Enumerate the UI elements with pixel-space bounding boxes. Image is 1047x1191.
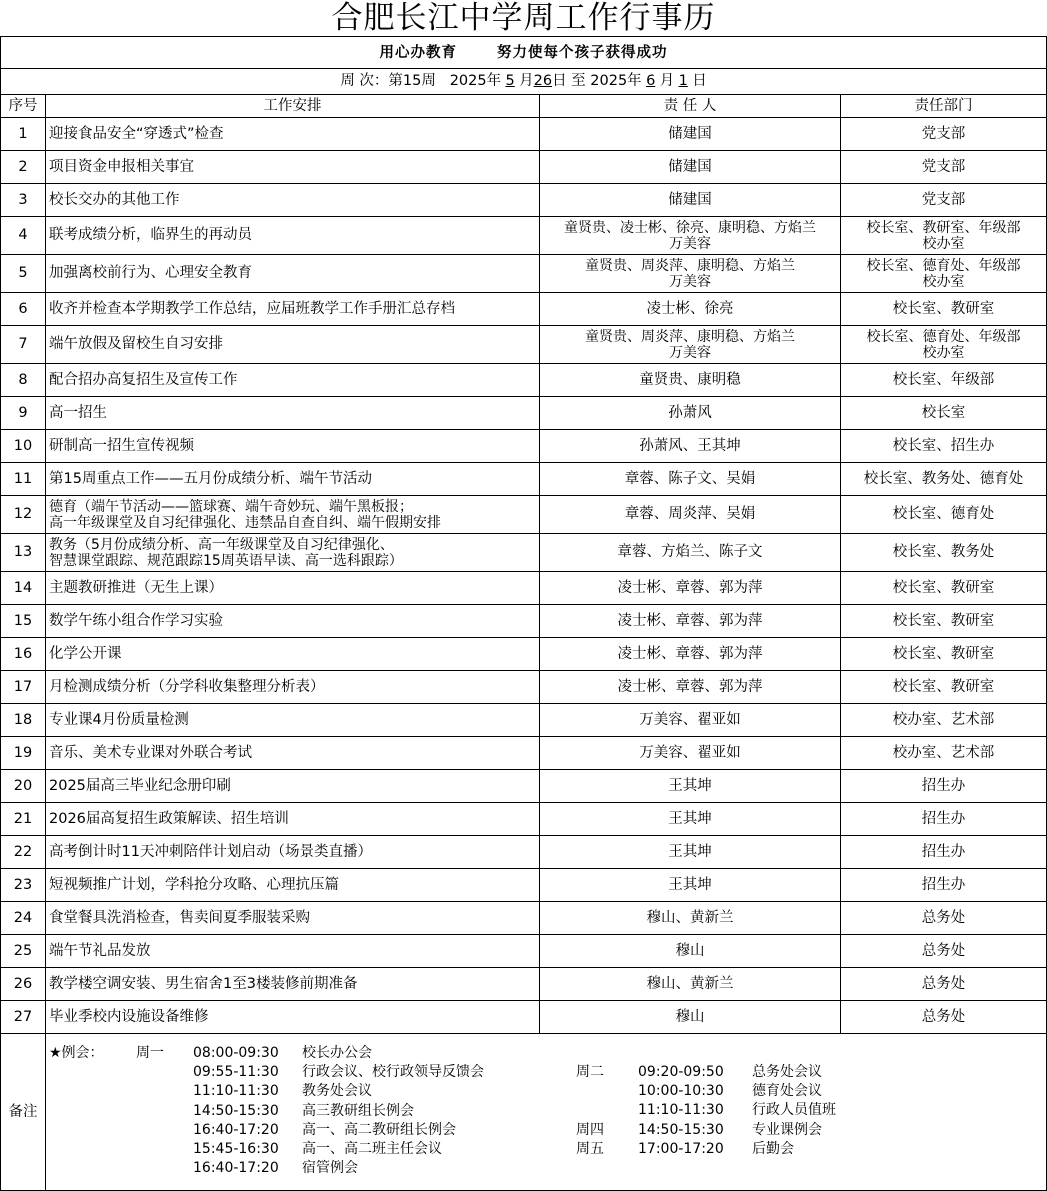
dept-cell	[841, 803, 1047, 836]
dept-cell	[841, 430, 1047, 463]
meeting-item: 德育处会议	[752, 1083, 822, 1100]
task-cell-line: 食堂餐具洗消检查，售卖间夏季服装采购	[49, 909, 310, 926]
table-row	[1, 869, 1047, 902]
person-cell-line: 凌士彬、徐亮	[646, 300, 734, 317]
meeting-time: 17:00-17:20	[638, 1140, 724, 1157]
end-year: 2025年	[590, 73, 642, 89]
task-cell-line: 教务（5月份成绩分析、高一年级课堂及自习纪律强化、	[49, 536, 394, 553]
table-row	[1, 704, 1047, 737]
meeting-day	[576, 1101, 604, 1120]
person-cell	[540, 255, 841, 293]
task-cell-line: 高一年级课堂及自习纪律强化、违禁品自查自纠、端午假期安排	[49, 514, 441, 531]
person-cell	[540, 704, 841, 737]
table-row	[1, 255, 1047, 293]
person-cell-line: 穆山、黄新兰	[646, 909, 734, 926]
person-cell	[540, 496, 841, 534]
person-cell	[540, 803, 841, 836]
dept-cell	[841, 151, 1047, 184]
task-cell-line: 2026届高复招生政策解读、招生培训	[49, 810, 289, 827]
task-cell-line: 配合招办高复招生及宣传工作	[49, 371, 238, 388]
week-range	[1, 69, 1047, 95]
dept-cell	[841, 671, 1047, 704]
person-cell	[540, 770, 841, 803]
row-number: 21	[1, 803, 46, 836]
meeting-day	[576, 1082, 604, 1101]
dept-cell	[841, 935, 1047, 968]
row-number: 16	[1, 638, 46, 671]
dept-cell	[841, 704, 1047, 737]
dept-cell-line: 校长室、教研室	[892, 645, 995, 662]
motto-right: 努力使每个孩子获得成功	[497, 44, 668, 61]
table-row	[1, 902, 1047, 935]
task-cell-line: 项目资金申报相关事宜	[49, 158, 194, 175]
dept-cell	[841, 1001, 1047, 1034]
dept-cell	[841, 364, 1047, 397]
dept-cell-line: 校长室、德育处、年级部	[866, 257, 1021, 274]
table-row	[1, 968, 1047, 1001]
row-number: 25	[1, 935, 46, 968]
dept-cell-line: 校长室、年级部	[892, 371, 995, 388]
meeting-item: 后勤会	[752, 1140, 794, 1157]
task-cell-line: 研制高一招生宣传视频	[49, 437, 194, 454]
task-cell-line: 2025届高三毕业纪念册印刷	[49, 777, 231, 794]
row-number: 17	[1, 671, 46, 704]
task-cell	[46, 770, 540, 803]
person-cell-line: 万美容	[669, 273, 711, 290]
person-cell-line: 储建国	[668, 191, 712, 208]
row-number: 7	[1, 326, 46, 364]
meeting-time: 11:10-11:30	[638, 1102, 724, 1119]
task-cell	[46, 671, 540, 704]
dept-cell	[841, 638, 1047, 671]
task-cell-line: 教学楼空调安装、男生宿舍1至3楼装修前期准备	[49, 975, 358, 992]
task-cell	[46, 496, 540, 534]
dept-cell-line: 校长室、教研室	[892, 300, 995, 317]
task-cell	[46, 572, 540, 605]
task-cell-line: 月检测成绩分析（分学科收集整理分析表）	[49, 678, 325, 695]
person-cell	[540, 1001, 841, 1034]
table-row	[1, 151, 1047, 184]
person-cell-line: 凌士彬、章蓉、郭为萍	[617, 612, 763, 629]
task-cell	[46, 704, 540, 737]
meeting-item: 行政会议、校行政领导反馈会	[302, 1064, 484, 1081]
person-cell	[540, 463, 841, 496]
task-cell	[46, 638, 540, 671]
person-cell	[540, 671, 841, 704]
motto	[1, 37, 1047, 69]
meeting-day: 周五	[576, 1140, 604, 1157]
table-row	[1, 836, 1047, 869]
header-dept: 责任部门	[841, 95, 1047, 118]
dept-cell-line: 党支部	[921, 158, 966, 175]
task-cell	[46, 463, 540, 496]
person-cell-line: 王其坤	[668, 843, 712, 860]
row-number: 15	[1, 605, 46, 638]
dept-cell-line: 党支部	[921, 125, 966, 142]
row-number: 1	[1, 118, 46, 151]
table-row	[1, 293, 1047, 326]
person-cell-line: 章蓉、方焰兰、陈子文	[617, 544, 763, 560]
person-cell-line: 童贤贵、凌士彬、徐亮、康明稳、方焰兰	[564, 219, 816, 236]
person-cell-line: 童贤贵、周炎萍、康明稳、方焰兰	[585, 257, 795, 274]
person-cell-line: 储建国	[668, 125, 712, 142]
table-row	[1, 364, 1047, 397]
dept-cell-line: 校长室、招生办	[892, 437, 995, 454]
task-cell-line: 专业课4月份质量检测	[49, 711, 189, 728]
header-row	[1, 95, 1047, 118]
table-row	[1, 638, 1047, 671]
person-cell-line: 储建国	[668, 158, 712, 175]
person-cell-line: 王其坤	[668, 777, 712, 794]
row-number: 5	[1, 255, 46, 293]
task-cell	[46, 968, 540, 1001]
row-number: 2	[1, 151, 46, 184]
dept-cell	[841, 463, 1047, 496]
table-row	[1, 326, 1047, 364]
page-title: 合肥长江中学周工作行事历	[331, 0, 716, 36]
person-cell	[540, 326, 841, 364]
row-number: 14	[1, 572, 46, 605]
table-row	[1, 118, 1047, 151]
meeting-day: 周二	[576, 1064, 604, 1080]
person-cell	[540, 638, 841, 671]
row-number: 6	[1, 293, 46, 326]
row-number: 22	[1, 836, 46, 869]
range-to: 至	[571, 73, 586, 89]
start-month-unit: 月	[519, 73, 534, 89]
row-number: 11	[1, 463, 46, 496]
person-cell	[540, 902, 841, 935]
row-number: 20	[1, 770, 46, 803]
task-cell	[46, 605, 540, 638]
dept-cell	[841, 572, 1047, 605]
task-cell	[46, 430, 540, 463]
dept-cell-line: 校办室	[922, 235, 965, 252]
table-row	[1, 935, 1047, 968]
dept-cell	[841, 184, 1047, 217]
person-cell	[540, 737, 841, 770]
meeting-time: 14:50-15:30	[638, 1121, 724, 1138]
row-number: 23	[1, 869, 46, 902]
dept-cell	[841, 118, 1047, 151]
table-row	[1, 770, 1047, 803]
meeting-item: 高一、高二班主任会议	[302, 1140, 442, 1157]
meeting-time: 16:40-17:20	[193, 1121, 279, 1138]
person-cell	[540, 217, 841, 255]
person-cell	[540, 572, 841, 605]
task-cell-line: 迎接食品安全“穿透式”检查	[49, 125, 224, 142]
table-row	[1, 671, 1047, 704]
meeting-item: 教务处会议	[302, 1083, 372, 1100]
dept-cell-line: 校长室、教研室	[892, 678, 995, 695]
person-cell	[540, 151, 841, 184]
person-cell	[540, 968, 841, 1001]
person-cell-line: 童贤贵、康明稳	[639, 371, 741, 388]
row-number: 9	[1, 397, 46, 430]
person-cell-line: 孙萧风、王其坤	[639, 437, 741, 454]
task-cell-line: 化学公开课	[49, 645, 122, 662]
dept-cell-line: 校长室、德育处	[892, 506, 995, 522]
person-cell-line: 孙萧风	[668, 404, 712, 421]
dept-cell	[841, 770, 1047, 803]
meeting-time: 10:00-10:30	[638, 1083, 724, 1100]
task-cell	[46, 184, 540, 217]
person-cell	[540, 364, 841, 397]
row-number: 26	[1, 968, 46, 1001]
task-cell	[46, 293, 540, 326]
person-cell-line: 凌士彬、章蓉、郭为萍	[617, 678, 763, 695]
person-cell	[540, 935, 841, 968]
task-cell-line: 校长交办的其他工作	[49, 191, 180, 208]
person-cell	[540, 430, 841, 463]
task-cell	[46, 902, 540, 935]
header-task: 工作安排	[46, 95, 540, 118]
meeting-item: 总务处会议	[752, 1064, 822, 1080]
dept-cell-line: 总务处	[921, 1008, 966, 1025]
task-cell-line: 主题教研推进（无生上课）	[49, 579, 223, 596]
task-cell-line: 高一招生	[49, 404, 107, 421]
schedule-table	[0, 36, 1047, 1191]
meeting-day: 周四	[576, 1121, 604, 1138]
dept-cell-line: 党支部	[921, 191, 966, 208]
meeting-item: 宿管例会	[302, 1160, 358, 1177]
person-cell	[540, 869, 841, 902]
person-cell-line: 凌士彬、章蓉、郭为萍	[617, 645, 763, 662]
dept-cell-line: 总务处	[921, 942, 966, 959]
dept-cell	[841, 217, 1047, 255]
dept-cell-line: 校办室	[922, 273, 965, 290]
start-month: 5	[505, 73, 515, 89]
notes-content	[46, 1034, 1047, 1191]
notes-right-days	[576, 1063, 604, 1159]
person-cell	[540, 534, 841, 572]
table-row	[1, 572, 1047, 605]
dept-cell-line: 总务处	[921, 975, 966, 992]
person-cell-line: 章蓉、周炎萍、吴娟	[624, 506, 756, 522]
task-cell	[46, 1001, 540, 1034]
task-cell	[46, 836, 540, 869]
task-cell-line: 智慧课堂跟踪、规范跟踪15周英语早读、高一选科跟踪）	[49, 552, 403, 569]
task-cell-line: 毕业季校内设施设备维修	[49, 1008, 209, 1025]
person-cell	[540, 605, 841, 638]
task-cell	[46, 151, 540, 184]
task-cell-line: 联考成绩分析，临界生的再动员	[49, 227, 252, 243]
meeting-time: 11:10-11:30	[193, 1083, 279, 1100]
dept-cell-line: 招生办	[921, 777, 966, 794]
end-month-unit: 月	[659, 73, 675, 89]
dept-cell-line: 招生办	[921, 876, 966, 893]
task-cell	[46, 255, 540, 293]
dept-cell	[841, 902, 1047, 935]
notes-label: 备注	[1, 1034, 46, 1191]
notes-row	[1, 1034, 1047, 1191]
dept-cell-line: 校长室、德育处、年级部	[866, 328, 1021, 345]
start-day: 26	[533, 73, 553, 89]
table-row	[1, 534, 1047, 572]
meeting-item: 高三教研组长例会	[302, 1102, 414, 1119]
task-cell	[46, 803, 540, 836]
meeting-time: 15:45-16:30	[193, 1140, 279, 1157]
person-cell-line: 万美容	[669, 235, 711, 252]
task-cell	[46, 364, 540, 397]
task-cell-line: 音乐、美术专业课对外联合考试	[49, 744, 252, 761]
meeting-item: 高一、高二教研组长例会	[302, 1121, 456, 1138]
task-cell-line: 数学午练小组合作学习实验	[49, 612, 223, 629]
task-cell-line: 端午放假及留校生自习安排	[49, 336, 223, 352]
table-row	[1, 803, 1047, 836]
dept-cell	[841, 737, 1047, 770]
person-cell-line: 万美容、翟亚如	[639, 744, 741, 761]
task-cell-line: 加强离校前行为、心理安全教育	[49, 265, 252, 281]
row-number: 10	[1, 430, 46, 463]
task-cell-line: 第15周重点工作——五月份成绩分析、端午节活动	[49, 470, 372, 487]
meeting-time: 09:55-11:30	[193, 1064, 279, 1081]
person-cell-line: 穆山、黄新兰	[646, 975, 734, 992]
task-cell	[46, 534, 540, 572]
dept-cell	[841, 496, 1047, 534]
dept-cell	[841, 397, 1047, 430]
table-row	[1, 397, 1047, 430]
person-cell	[540, 293, 841, 326]
row-number: 24	[1, 902, 46, 935]
task-cell	[46, 118, 540, 151]
row-number: 3	[1, 184, 46, 217]
dept-cell	[841, 326, 1047, 364]
notes-heading: ★例会：	[49, 1045, 104, 1061]
person-cell-line: 穆山	[675, 1008, 705, 1025]
task-cell	[46, 397, 540, 430]
table-row	[1, 1001, 1047, 1034]
dept-cell-line: 校长室、教研室	[892, 579, 995, 596]
row-number: 27	[1, 1001, 46, 1034]
dept-cell	[841, 293, 1047, 326]
task-cell	[46, 326, 540, 364]
notes-monday-items	[302, 1044, 484, 1178]
notes-monday-times	[193, 1044, 279, 1178]
dept-cell-line: 总务处	[921, 909, 966, 926]
motto-left: 用心办教育	[379, 44, 457, 61]
meeting-time: 09:20-09:50	[638, 1064, 724, 1080]
meeting-item: 校长办公会	[302, 1045, 372, 1061]
dept-cell-line: 招生办	[921, 810, 966, 827]
person-cell-line: 童贤贵、周炎萍、康明稳、方焰兰	[585, 328, 795, 345]
notes-monday-label: 周一	[136, 1045, 164, 1061]
dept-cell	[841, 968, 1047, 1001]
notes-right-items	[752, 1063, 836, 1159]
row-number: 8	[1, 364, 46, 397]
person-cell	[540, 184, 841, 217]
task-cell-line: 高考倒计时11天冲刺陪伴计划启动（场景类直播）	[49, 843, 372, 860]
dept-cell-line: 校办室、艺术部	[892, 744, 995, 761]
row-number: 18	[1, 704, 46, 737]
start-year: 2025年	[449, 73, 502, 89]
header-no: 序号	[1, 95, 46, 118]
person-cell-line: 凌士彬、章蓉、郭为萍	[617, 579, 763, 596]
table-row	[1, 496, 1047, 534]
person-cell-line: 章蓉、陈子文、吴娟	[624, 470, 756, 487]
person-cell	[540, 836, 841, 869]
table-row	[1, 184, 1047, 217]
person-cell-line: 穆山	[675, 942, 705, 959]
task-cell-line: 德育（端午节活动——篮球赛、端午奇妙玩、端午黑板报；	[49, 498, 413, 515]
motto-row	[1, 37, 1047, 69]
task-cell	[46, 869, 540, 902]
end-day-unit: 日	[692, 73, 707, 89]
meeting-item: 专业课例会	[752, 1121, 822, 1138]
table-row	[1, 430, 1047, 463]
meeting-time: 16:40-17:20	[193, 1160, 279, 1177]
meeting-item: 行政人员值班	[752, 1102, 836, 1119]
table-row	[1, 605, 1047, 638]
start-day-unit: 日	[552, 73, 567, 89]
dept-cell	[841, 255, 1047, 293]
row-number: 12	[1, 496, 46, 534]
table-row	[1, 463, 1047, 496]
dept-cell	[841, 534, 1047, 572]
task-cell	[46, 935, 540, 968]
table-row	[1, 217, 1047, 255]
meeting-time: 08:00-09:30	[193, 1045, 279, 1061]
dept-cell-line: 校长室	[921, 404, 966, 421]
table-row	[1, 737, 1047, 770]
dept-cell-line: 招生办	[921, 843, 966, 860]
week-label: 周 次：第15周	[340, 73, 436, 89]
task-cell-line: 短视频推广计划，学科抢分攻略、心理抗压篇	[49, 876, 339, 893]
dept-cell	[841, 836, 1047, 869]
header-person: 责 任 人	[540, 95, 841, 118]
row-number: 4	[1, 217, 46, 255]
dept-cell-line: 校长室、教务处、德育处	[863, 470, 1024, 487]
task-cell-line: 端午节礼品发放	[49, 942, 151, 959]
notes-right-times	[638, 1063, 724, 1159]
row-number: 13	[1, 534, 46, 572]
dept-cell	[841, 605, 1047, 638]
task-cell-line: 收齐并检查本学期教学工作总结，应届班教学工作手册汇总存档	[49, 300, 455, 317]
meeting-time: 14:50-15:30	[193, 1102, 279, 1119]
person-cell-line: 万美容	[669, 344, 711, 361]
dept-cell-line: 校长室、教研室	[892, 612, 995, 629]
person-cell-line: 万美容、翟亚如	[639, 711, 741, 728]
task-cell	[46, 217, 540, 255]
end-month: 6	[646, 73, 656, 89]
row-number: 19	[1, 737, 46, 770]
person-cell-line: 王其坤	[668, 876, 712, 893]
week-row	[1, 69, 1047, 95]
person-cell	[540, 397, 841, 430]
dept-cell	[841, 869, 1047, 902]
dept-cell-line: 校办室、艺术部	[892, 711, 995, 728]
task-cell	[46, 737, 540, 770]
end-day: 1	[678, 73, 688, 89]
dept-cell-line: 校办室	[922, 344, 965, 361]
person-cell	[540, 118, 841, 151]
person-cell-line: 王其坤	[668, 810, 712, 827]
dept-cell-line: 校长室、教研室、年级部	[866, 219, 1021, 236]
dept-cell-line: 校长室、教务处	[892, 544, 995, 560]
